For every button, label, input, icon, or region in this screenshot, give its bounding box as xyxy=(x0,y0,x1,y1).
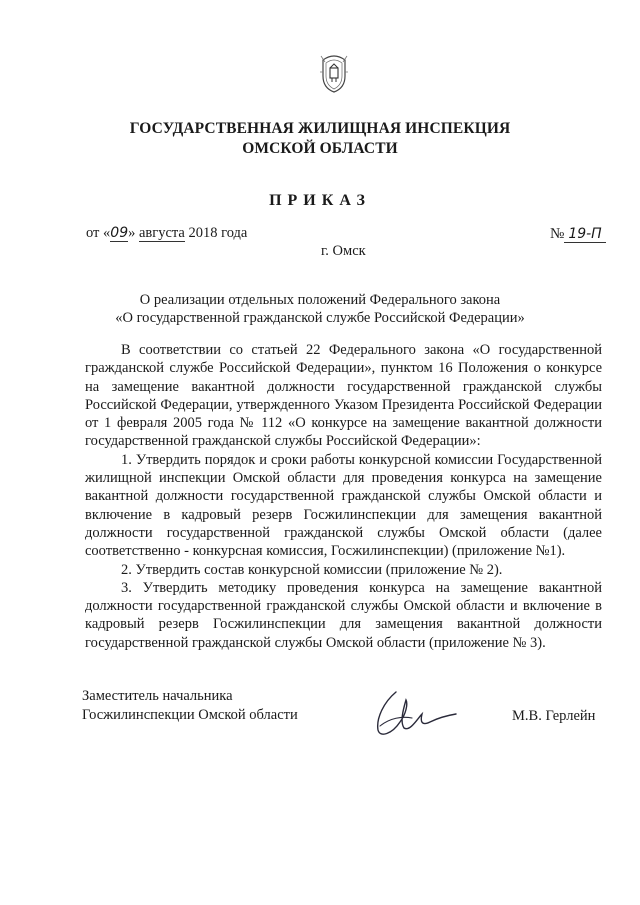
order-item-2: 2. Утвердить состав конкурсной комиссии (приложение № 2). xyxy=(121,561,503,578)
organization-name-line1: ГОСУДАРСТВЕННАЯ ЖИЛИЩНАЯ ИНСПЕКЦИЯ xyxy=(129,120,511,137)
date-mid: » xyxy=(128,225,139,241)
city-name: г. Омск xyxy=(321,243,366,259)
number-value: 19-П xyxy=(564,226,605,243)
number-sign: № xyxy=(550,226,565,242)
signatory-position xyxy=(82,687,298,725)
coat-of-arms-icon xyxy=(317,50,351,94)
order-body xyxy=(85,341,602,652)
order-date xyxy=(86,225,247,242)
organization-name-line2: ОМСКОЙ ОБЛАСТИ xyxy=(242,140,398,157)
preamble-paragraph: В соответствии со статьей 22 Федерального закона «О государственной гражданской службе Российской Федерации», пунктом 16 Положения о конкурсе на замещение вакантной должности государственной гражданской службы Российской Федерации, утвержденного Указом Президента Российской Федерации от 1 февраля 2005 года № 112 «О конкурсе на замещение вакантной должности государственной гражданской службы Российской Федерации»: xyxy=(85,342,602,450)
handwritten-signature-icon xyxy=(370,688,462,740)
document-type-title: ПРИКАЗ xyxy=(269,192,371,209)
signatory-name: М.В. Герлейн xyxy=(512,708,596,724)
order-number xyxy=(550,226,606,243)
order-item-3: 3. Утвердить методику проведения конкурса на замещение вакантной должности государственной гражданской службы Омской области и включение в кадровый резерв Госжилинспекции для замещения вакантной должности государственной гражданской службы Омской области (приложение № 3). xyxy=(85,579,602,651)
subject-line2: «О государственной гражданской службе Российской Федерации» xyxy=(115,310,525,326)
date-month: августа xyxy=(138,225,185,241)
date-prefix: от « xyxy=(86,225,111,241)
position-line2: Госжилинспекции Омской области xyxy=(82,707,298,723)
date-suffix: 2018 года xyxy=(184,225,248,241)
subject-line1: О реализации отдельных положений Федерального закона xyxy=(139,292,501,308)
date-day: 09 xyxy=(110,225,129,241)
order-item-1: 1. Утвердить порядок и сроки работы конкурсной комиссии Государственной жилищной инспекции Омской области для проведения конкурса на замещение вакантной должности государственной гражданской службы Омской области и включение в кадровый резерв Госжилинспекции для замещения вакантной должности государственной гражданской службы Омской области (далее соответственно - конкурсная комиссия, Госжилинспекции) (приложение №1). xyxy=(85,451,602,560)
position-line1: Заместитель начальника xyxy=(82,688,233,704)
